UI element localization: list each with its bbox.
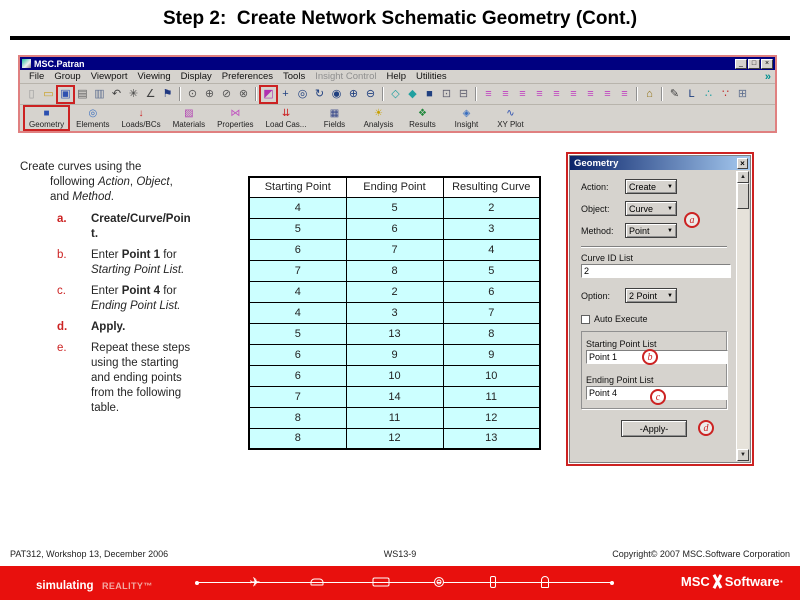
tab-materials[interactable] xyxy=(167,105,211,131)
table-cell: 8 xyxy=(443,323,540,344)
object-label: Object: xyxy=(581,203,610,214)
tab-analysis[interactable] xyxy=(356,105,400,131)
instruction-step xyxy=(15,248,225,278)
tab-elements[interactable] xyxy=(70,105,115,131)
shaded-view-icon[interactable]: ■ xyxy=(426,87,433,100)
menu-tools[interactable]: Tools xyxy=(283,71,306,82)
tab-geometry[interactable] xyxy=(23,105,70,131)
tab-loads-bcs[interactable] xyxy=(115,105,166,131)
brand-bar xyxy=(0,566,800,600)
menu-display[interactable]: Display xyxy=(180,71,212,82)
tab-label: Results xyxy=(409,119,436,129)
entity-label-off-icon[interactable]: ⊟ xyxy=(458,87,469,100)
table-cell: 12 xyxy=(346,428,443,449)
callout-d: d xyxy=(698,420,714,436)
menu-insight-control[interactable]: Insight Control xyxy=(315,71,377,82)
tab-label: Loads/BCs xyxy=(121,119,161,129)
tab-label: Elements xyxy=(76,119,110,129)
window-title-bar xyxy=(20,57,775,70)
instructions-intro: Create curves using the following Action, Object, and Method. xyxy=(20,161,173,203)
table-cell: 5 xyxy=(249,218,346,239)
rotate-free-icon[interactable]: ⊗ xyxy=(238,87,249,100)
table-cell: 11 xyxy=(443,386,540,407)
table-cell: 6 xyxy=(249,365,346,386)
option-dropdown[interactable] xyxy=(625,288,677,303)
toolbar-separator xyxy=(661,87,663,101)
table-cell: 6 xyxy=(249,239,346,260)
instruction-step xyxy=(15,320,225,335)
step-letter: c. xyxy=(57,285,66,297)
flag-tool-icon[interactable]: ⚑ xyxy=(162,87,173,100)
notes-tool-icon[interactable]: ⊞ xyxy=(737,87,748,100)
table-cell: 9 xyxy=(346,344,443,365)
table-row xyxy=(249,407,540,428)
table-cell: 5 xyxy=(346,197,443,218)
footer-left: PAT312, Workshop 13, December 2006 xyxy=(10,549,169,559)
table-row xyxy=(249,365,540,386)
apply-button[interactable]: -Apply- xyxy=(621,420,687,437)
app-tabs xyxy=(20,105,775,131)
panel-close-button[interactable]: × xyxy=(737,158,748,169)
starting-point-label: Starting Point List xyxy=(586,339,657,349)
logo-msc: MSC xyxy=(680,574,710,589)
pan-view-icon[interactable]: + xyxy=(282,87,289,100)
table-row xyxy=(249,428,540,449)
table-row xyxy=(249,239,540,260)
table-row xyxy=(249,197,540,218)
ending-point-label: Ending Point List xyxy=(586,375,654,385)
callout-a: a xyxy=(684,212,700,228)
tab-label: Geometry xyxy=(29,119,65,129)
table-cell: 8 xyxy=(249,407,346,428)
step-text: Create/Curve/Point. xyxy=(91,213,191,240)
menu-file[interactable]: File xyxy=(29,71,45,82)
person-icon xyxy=(541,576,549,588)
instruction-step xyxy=(15,284,225,314)
scrollbar-thumb[interactable] xyxy=(737,183,749,209)
tab-properties[interactable] xyxy=(211,105,259,131)
tab-label: Load Cas... xyxy=(265,119,307,129)
home-view-icon[interactable]: ⌂ xyxy=(646,87,653,100)
menu-help[interactable]: Help xyxy=(386,71,407,82)
curve-label-icon[interactable]: ≡ xyxy=(502,87,509,100)
maximize-button[interactable]: □ xyxy=(748,59,760,69)
footer-page-number: WS13-9 xyxy=(383,549,417,559)
viewport-display-icon[interactable]: ◩ xyxy=(260,86,277,103)
pan-hand-icon[interactable]: ✳ xyxy=(128,87,139,100)
step-letter: d. xyxy=(57,321,68,333)
option-row xyxy=(581,288,729,303)
tab-load-cas[interactable] xyxy=(260,105,313,131)
tab-xy-plot[interactable] xyxy=(488,105,532,131)
xy-plot-icon: ∿ xyxy=(506,107,515,119)
window-controls xyxy=(735,59,773,69)
table-cell: 9 xyxy=(443,344,540,365)
menu-viewing[interactable]: Viewing xyxy=(137,71,171,82)
curve-id-label: Curve ID List xyxy=(581,253,634,263)
table-cell: 8 xyxy=(346,260,443,281)
table-row xyxy=(249,302,540,323)
node-label-icon[interactable]: ≡ xyxy=(553,87,560,100)
instructions-steps xyxy=(15,212,225,416)
mpc-label-icon[interactable]: ≡ xyxy=(587,87,594,100)
loads-arrow-icon: ↓ xyxy=(138,107,144,119)
table-cell: 7 xyxy=(346,239,443,260)
points-table-header-row xyxy=(249,177,540,197)
dropdown-arrow-icon: ▼ xyxy=(667,205,673,212)
window-title: MSC.Patran xyxy=(34,58,85,69)
hiddenline-view-icon[interactable]: ◆ xyxy=(408,87,417,100)
toolbar-separator xyxy=(475,87,477,101)
gear-icon xyxy=(434,577,444,587)
geometry-panel xyxy=(569,155,751,463)
menu-preferences[interactable]: Preferences xyxy=(221,71,274,82)
analysis-bulb-icon: ☀ xyxy=(373,107,383,119)
solid-label-icon[interactable]: ≡ xyxy=(536,87,543,100)
table-cell: 3 xyxy=(443,218,540,239)
auto-execute-row xyxy=(581,314,729,324)
action-label: Action: xyxy=(581,181,609,192)
panel-separator xyxy=(581,246,727,248)
step-letter: e. xyxy=(57,342,67,354)
table-cell: 10 xyxy=(443,365,540,386)
scatter-tool-icon[interactable]: ∴ xyxy=(705,87,712,100)
dropdown-arrow-icon: ▼ xyxy=(667,227,673,234)
list-tool-icon[interactable]: L xyxy=(688,87,695,100)
table-cell: 7 xyxy=(249,260,346,281)
table-cell: 4 xyxy=(249,197,346,218)
option-label: Option: xyxy=(581,290,611,301)
toolbar xyxy=(20,84,775,105)
rotate-view-icon[interactable]: ↻ xyxy=(314,87,325,100)
method-row xyxy=(581,223,729,238)
table-cell: 4 xyxy=(443,239,540,260)
step-text: Enter Point 4 for Ending Point List. xyxy=(91,285,181,312)
draw-tools-icon[interactable]: ✎ xyxy=(669,87,680,100)
insight-icon: ◈ xyxy=(462,107,471,119)
table-cell: 11 xyxy=(346,407,443,428)
step-letter: b. xyxy=(57,249,67,261)
table-cell: 13 xyxy=(443,428,540,449)
step-letter: a. xyxy=(57,213,67,225)
patran-window xyxy=(18,55,777,133)
toolbar-separator xyxy=(255,87,257,101)
option-value: 2 Point xyxy=(629,290,658,301)
table-cell: 6 xyxy=(249,344,346,365)
fit-points-icon[interactable]: ∵ xyxy=(722,87,729,100)
elements-sphere-icon: ◎ xyxy=(88,107,98,119)
points-table xyxy=(248,176,541,450)
curve-id-input[interactable] xyxy=(581,264,731,278)
undo-icon[interactable]: ↶ xyxy=(111,87,122,100)
table-cell: 6 xyxy=(346,218,443,239)
rotate-y-icon[interactable]: ⊕ xyxy=(204,87,215,100)
title-underline xyxy=(10,36,790,40)
dropdown-arrow-icon: ▼ xyxy=(667,292,673,299)
panel-title-bar xyxy=(570,156,750,170)
table-cell: 14 xyxy=(346,386,443,407)
center-view-icon[interactable]: ◎ xyxy=(297,87,308,100)
tab-label: Materials xyxy=(172,119,206,129)
object-row xyxy=(581,201,729,216)
print-icon[interactable]: ▤ xyxy=(77,87,88,100)
copy-icon[interactable]: ▥ xyxy=(94,87,105,100)
menu-utilities[interactable]: Utilities xyxy=(416,71,447,82)
tab-label: Insight xyxy=(454,119,479,129)
tab-label: XY Plot xyxy=(497,119,524,129)
table-row xyxy=(249,281,540,302)
table-cell: 2 xyxy=(443,197,540,218)
table-row xyxy=(249,323,540,344)
column-header: Resulting Curve xyxy=(443,177,540,197)
annotation-box-geometry-panel xyxy=(566,152,754,466)
table-cell: 5 xyxy=(249,323,346,344)
car-icon xyxy=(311,579,324,586)
instruction-step xyxy=(15,341,225,416)
auto-execute-checkbox[interactable] xyxy=(581,315,590,324)
all-labels-icon[interactable]: ≡ xyxy=(621,87,628,100)
sphere-view-icon[interactable]: ◉ xyxy=(331,87,342,100)
page-title: Step 2: Create Network Schematic Geometry (Cont.) xyxy=(162,8,638,29)
action-row xyxy=(581,179,729,194)
callout-c: c xyxy=(650,389,666,405)
table-cell: 12 xyxy=(443,407,540,428)
instructions xyxy=(15,160,225,422)
table-cell: 13 xyxy=(346,323,443,344)
point-label-icon[interactable]: ≡ xyxy=(485,87,492,100)
points-table-body xyxy=(249,197,540,449)
table-row xyxy=(249,218,540,239)
close-button[interactable]: × xyxy=(761,59,773,69)
element-label-icon[interactable]: ≡ xyxy=(570,87,577,100)
table-cell: 10 xyxy=(346,365,443,386)
table-row xyxy=(249,386,540,407)
action-value: Create xyxy=(629,181,657,192)
column-header: Ending Point xyxy=(346,177,443,197)
table-row xyxy=(249,344,540,365)
panel-body xyxy=(571,171,749,461)
panel-scrollbar xyxy=(736,171,749,461)
materials-icon: ▨ xyxy=(184,107,194,119)
scroll-down-icon[interactable]: ▼ xyxy=(737,449,749,461)
action-dropdown[interactable] xyxy=(625,179,677,194)
wireframe-view-icon[interactable]: ◇ xyxy=(391,87,400,100)
geometry-cube-icon: ■ xyxy=(43,107,50,119)
object-value: Curve xyxy=(629,203,654,214)
tab-label: Fields xyxy=(323,119,346,129)
surface-label-icon[interactable]: ≡ xyxy=(519,87,526,100)
chevron-right-icon[interactable]: » xyxy=(764,71,771,83)
instruction-step xyxy=(15,212,225,242)
load-cases-icon: ⇊ xyxy=(281,107,291,119)
menu-viewport[interactable]: Viewport xyxy=(90,71,128,82)
object-dropdown[interactable] xyxy=(625,201,677,216)
results-icon: ❖ xyxy=(417,107,427,119)
minimize-button[interactable]: _ xyxy=(735,59,747,69)
column-header: Starting Point xyxy=(249,177,346,197)
msc-software-logo xyxy=(681,574,784,589)
menu-group[interactable]: Group xyxy=(54,71,81,82)
airplane-icon: ✈ xyxy=(249,574,261,590)
slogan-reality: REALITY™ xyxy=(101,581,153,591)
method-value: Point xyxy=(629,225,650,236)
save-file-icon[interactable]: ▣ xyxy=(57,86,74,103)
new-file-icon[interactable]: ▯ xyxy=(28,87,35,100)
angle-tool-icon[interactable]: ∠ xyxy=(145,87,156,100)
zoom-out-icon[interactable]: ⊖ xyxy=(365,87,376,100)
auto-execute-label: Auto Execute xyxy=(594,314,648,324)
entity-label-on-icon[interactable]: ⊡ xyxy=(441,87,452,100)
footer-copyright: Copyright© 2007 MSC.Software Corporation xyxy=(612,549,790,559)
step-text: Apply. xyxy=(91,321,126,333)
method-label: Method: xyxy=(581,225,614,236)
table-cell: 4 xyxy=(249,302,346,323)
load-label-icon[interactable]: ≡ xyxy=(604,87,611,100)
scroll-up-icon[interactable]: ▲ xyxy=(737,171,749,183)
logo-x-icon xyxy=(711,574,724,589)
fields-grid-icon: ▦ xyxy=(329,107,340,119)
brand-slogan xyxy=(36,576,153,594)
open-file-icon[interactable]: ▭ xyxy=(43,87,54,100)
brand-icon-line xyxy=(197,574,612,590)
zoom-in-icon[interactable]: ⊕ xyxy=(348,87,359,100)
slogan-simulating: simulating xyxy=(36,580,94,592)
table-cell: 8 xyxy=(249,428,346,449)
rotate-x-icon[interactable]: ⊙ xyxy=(187,87,198,100)
tab-label: Analysis xyxy=(363,119,394,129)
properties-icon: ⋈ xyxy=(230,107,241,119)
tab-results[interactable] xyxy=(400,105,444,131)
table-cell: 7 xyxy=(443,302,540,323)
tab-insight[interactable] xyxy=(444,105,488,131)
table-cell: 6 xyxy=(443,281,540,302)
toolbar-separator xyxy=(636,87,638,101)
table-cell: 3 xyxy=(346,302,443,323)
table-row xyxy=(249,260,540,281)
table-cell: 5 xyxy=(443,260,540,281)
tab-fields[interactable] xyxy=(312,105,356,131)
panel-title: Geometry xyxy=(574,157,619,169)
train-icon xyxy=(373,578,390,587)
step-text: Enter Point 1 for Starting Point List. xyxy=(91,249,185,276)
bottle-icon xyxy=(490,576,496,588)
dropdown-arrow-icon: ▼ xyxy=(667,183,673,190)
toolbar-separator xyxy=(382,87,384,101)
table-cell: 2 xyxy=(346,281,443,302)
rotate-z-icon[interactable]: ⊘ xyxy=(221,87,232,100)
patran-logo-icon xyxy=(22,59,31,68)
menu-bar xyxy=(20,70,775,84)
tab-label: Properties xyxy=(217,119,254,129)
table-cell: 4 xyxy=(249,281,346,302)
toolbar-separator xyxy=(179,87,181,101)
callout-b: b xyxy=(642,349,658,365)
step-text: Repeat these steps using the starting and ending points from the following table. xyxy=(91,342,191,414)
logo-software: Software· xyxy=(724,574,784,589)
table-cell: 7 xyxy=(249,386,346,407)
method-dropdown[interactable] xyxy=(625,223,677,238)
